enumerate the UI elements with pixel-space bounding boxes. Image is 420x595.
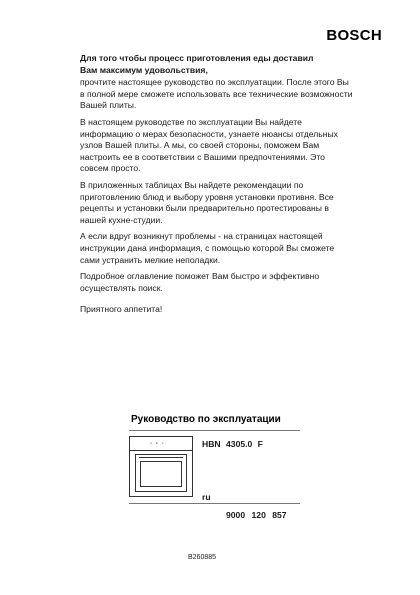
title-divider — [129, 430, 300, 431]
paragraph-4: А если вдруг возникнут проблемы - на страницах настоящей инструкции дана информация, с помощью которой Вы сможете сами устранить мелкие неполадки. — [80, 231, 335, 265]
intro-heading — [80, 53, 355, 76]
oven-window — [140, 461, 182, 487]
oven-control-panel — [130, 437, 192, 451]
oven-controls-icon: ◦ ▫ ◦ — [150, 441, 165, 447]
paragraph-5: Подробное оглавление поможет Вам быстро и эффективно осуществлять поиск. — [80, 271, 320, 293]
intro-line-2: Вам максимум удовольствия, — [80, 64, 208, 75]
paragraph-2: В настоящем руководстве по эксплуатации Вы найдете информацию о мерах безопасности, узнаете нюансы отдельных узлов Вашей плиты. А мы, со своей стороны, поможем Вам настроить ее в соответствии с Вашими предпочтениями. Это совсем просто. — [80, 116, 338, 174]
main-text — [80, 53, 355, 321]
brand-logo: BOSCH — [326, 27, 382, 44]
oven-illustration — [129, 436, 193, 497]
document-code: B260885 — [188, 554, 217, 561]
paragraph-1: прочтите настоящее руководство по эксплуатации. После этого Вы в полной мере сможете использовать все технические возможности Вашей плиты. — [80, 77, 353, 111]
paragraph-3: В приложенных таблицах Вы найдете рекомендации по приготовлению блюд и выбору уровня установки противня. Все рецепты и установки были предварительно протестированы в нашей кухне-студии. — [80, 179, 334, 225]
language-code: ru — [202, 492, 211, 502]
intro-line-1: Для того чтобы процесс приготовления еды доставил — [80, 53, 314, 63]
model-number: HBN 4305.0 F — [202, 439, 263, 449]
oven-door — [135, 454, 187, 492]
part-number: 9000 120 857 — [226, 510, 287, 520]
part-divider — [129, 503, 300, 504]
manual-title: Руководство по эксплуатации — [131, 414, 281, 425]
closing-text: Приятного аппетита! — [80, 304, 163, 315]
oven-handle — [139, 457, 183, 458]
